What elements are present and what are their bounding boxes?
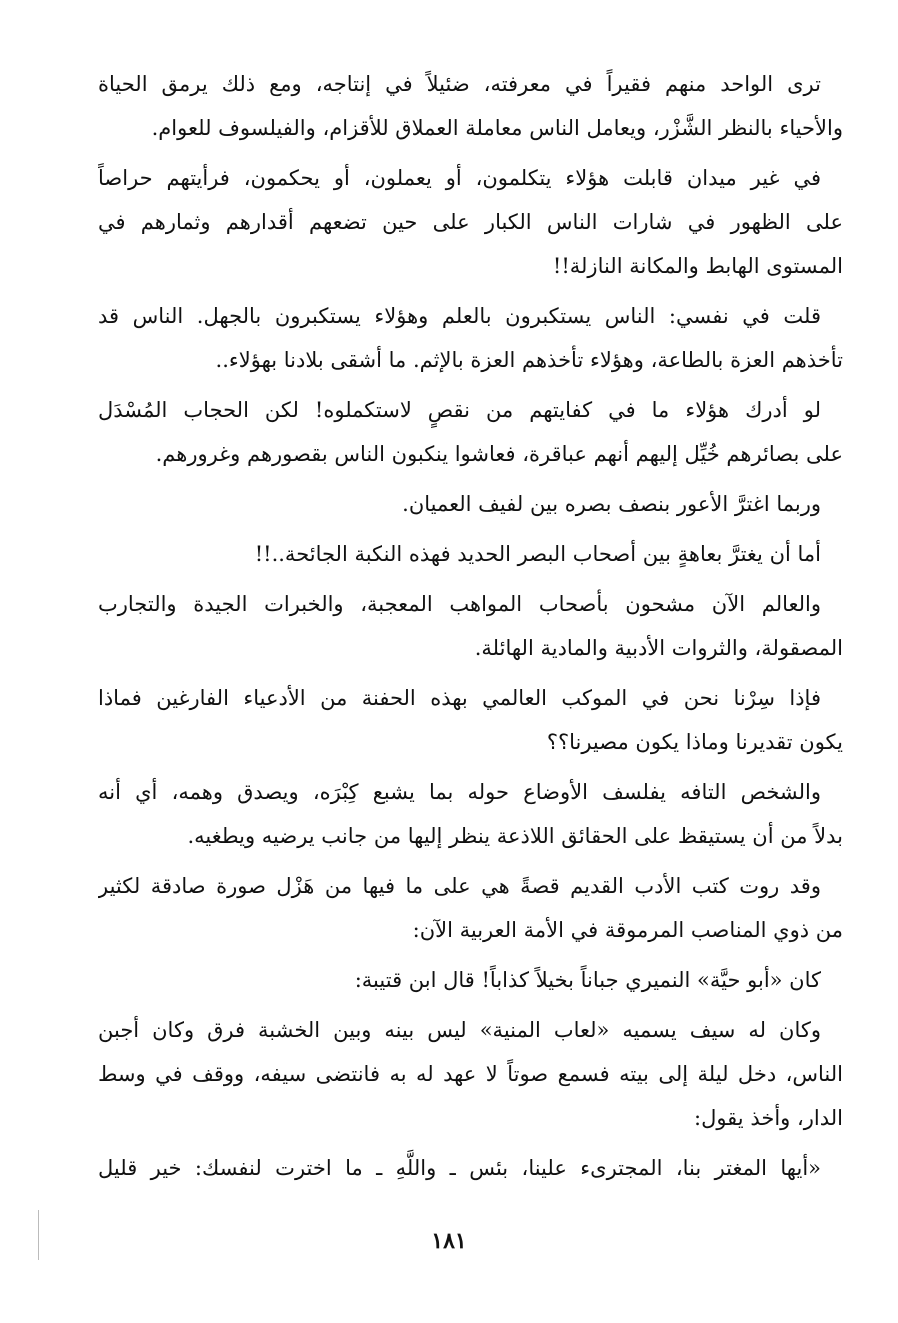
text-line: في غير ميدان قابلت هؤلاء يتكلمون، أو يعملون، أو يحكمون، فرأيتهم حراصاً <box>98 166 821 190</box>
text-line: المصقولة، والثروات الأدبية والمادية الهائلة. <box>474 636 843 660</box>
text-line: وربما اغترَّ الأعور بنصف بصره بين لفيف العميان. <box>402 492 821 516</box>
text-line: فإذا سِرْنا نحن في الموكب العالمي بهذه الحفنة من الأدعياء الفارغين فماذا <box>98 686 821 710</box>
text-line: وقد روت كتب الأدب القديم قصةً هي على ما فيها من هَزْل صورة صادقة لكثير <box>98 874 821 898</box>
paragraph <box>98 482 843 526</box>
paragraph <box>98 532 843 576</box>
paragraph <box>98 294 843 382</box>
paragraph <box>98 864 843 952</box>
text-line: تأخذهم العزة بالطاعة، وهؤلاء تأخذهم العزة بالإثم. ما أشقى بلادنا بهؤلاء.. <box>215 348 843 372</box>
text-line: بدلاً من أن يستيقظ على الحقائق اللاذعة ينظر إليها من جانب يرضيه ويطغيه. <box>187 824 843 848</box>
text-line: يكون تقديرنا وماذا يكون مصيرنا؟؟ <box>546 730 843 754</box>
text-line: والعالم الآن مشحون بأصحاب المواهب المعجبة، والخبرات الجيدة والتجارب <box>98 592 821 616</box>
text-line: والشخص التافه يفلسف الأوضاع حوله بما يشبع كِبْرَه، ويصدق وهمه، أي أنه <box>98 780 821 804</box>
text-line: والأحياء بالنظر الشَّزْر، ويعامل الناس معاملة العملاق للأقزام، والفيلسوف للعوام. <box>151 116 843 140</box>
text-line: على الظهور في شارات الناس الكبار على حين تضعهم أقدارهم وثمارهم في <box>98 210 843 234</box>
text-line: لو أدرك هؤلاء ما في كفايتهم من نقصٍ لاستكملوه! لكن الحجاب المُسْدَل <box>98 398 821 422</box>
text-line: «أيها المغتر بنا، المجترىء علينا، بئس ـ واللَّهِ ـ ما اخترت لنفسك: خير قليل <box>98 1156 821 1180</box>
text-line: ترى الواحد منهم فقيراً في معرفته، ضئيلاً في إنتاجه، ومع ذلك يرمق الحياة <box>98 72 821 96</box>
text-line: المستوى الهابط والمكانة النازلة!! <box>552 254 843 278</box>
text-line: الدار، وأخذ يقول: <box>694 1106 843 1130</box>
text-line: قلت في نفسي: الناس يستكبرون بالعلم وهؤلاء يستكبرون بالجهل. الناس قد <box>98 304 821 328</box>
text-line: أما أن يغترَّ بعاهةٍ بين أصحاب البصر الحديد فهذه النكبة الجائحة..!! <box>254 542 821 566</box>
paragraph <box>98 1146 843 1190</box>
paragraph <box>98 958 843 1002</box>
body-text <box>98 62 843 1190</box>
text-line: كان «أبو حيَّة» النميري جباناً بخيلاً كذاباً! قال ابن قتيبة: <box>354 968 821 992</box>
paragraph <box>98 770 843 858</box>
paragraph <box>98 582 843 670</box>
text-line: من ذوي المناصب المرموقة في الأمة العربية الآن: <box>412 918 843 942</box>
paragraph <box>98 62 843 150</box>
text-line: الناس، دخل ليلة إلى بيته فسمع صوتاً لا عهد له به فانتضى سيفه، ووقف في وسط <box>98 1062 843 1086</box>
paragraph <box>98 1008 843 1140</box>
paragraph <box>98 388 843 476</box>
text-line: على بصائرهم خُيِّل إليهم أنهم عباقرة، فعاشوا ينكبون الناس بقصورهم وغرورهم. <box>155 442 843 466</box>
margin-rule <box>38 1210 39 1260</box>
paragraph <box>98 156 843 288</box>
text-line: وكان له سيف يسميه «لعاب المنية» ليس بينه وبين الخشبة فرق وكان أجبن <box>98 1018 821 1042</box>
paragraph <box>98 676 843 764</box>
page-number: ١٨١ <box>431 1228 467 1254</box>
